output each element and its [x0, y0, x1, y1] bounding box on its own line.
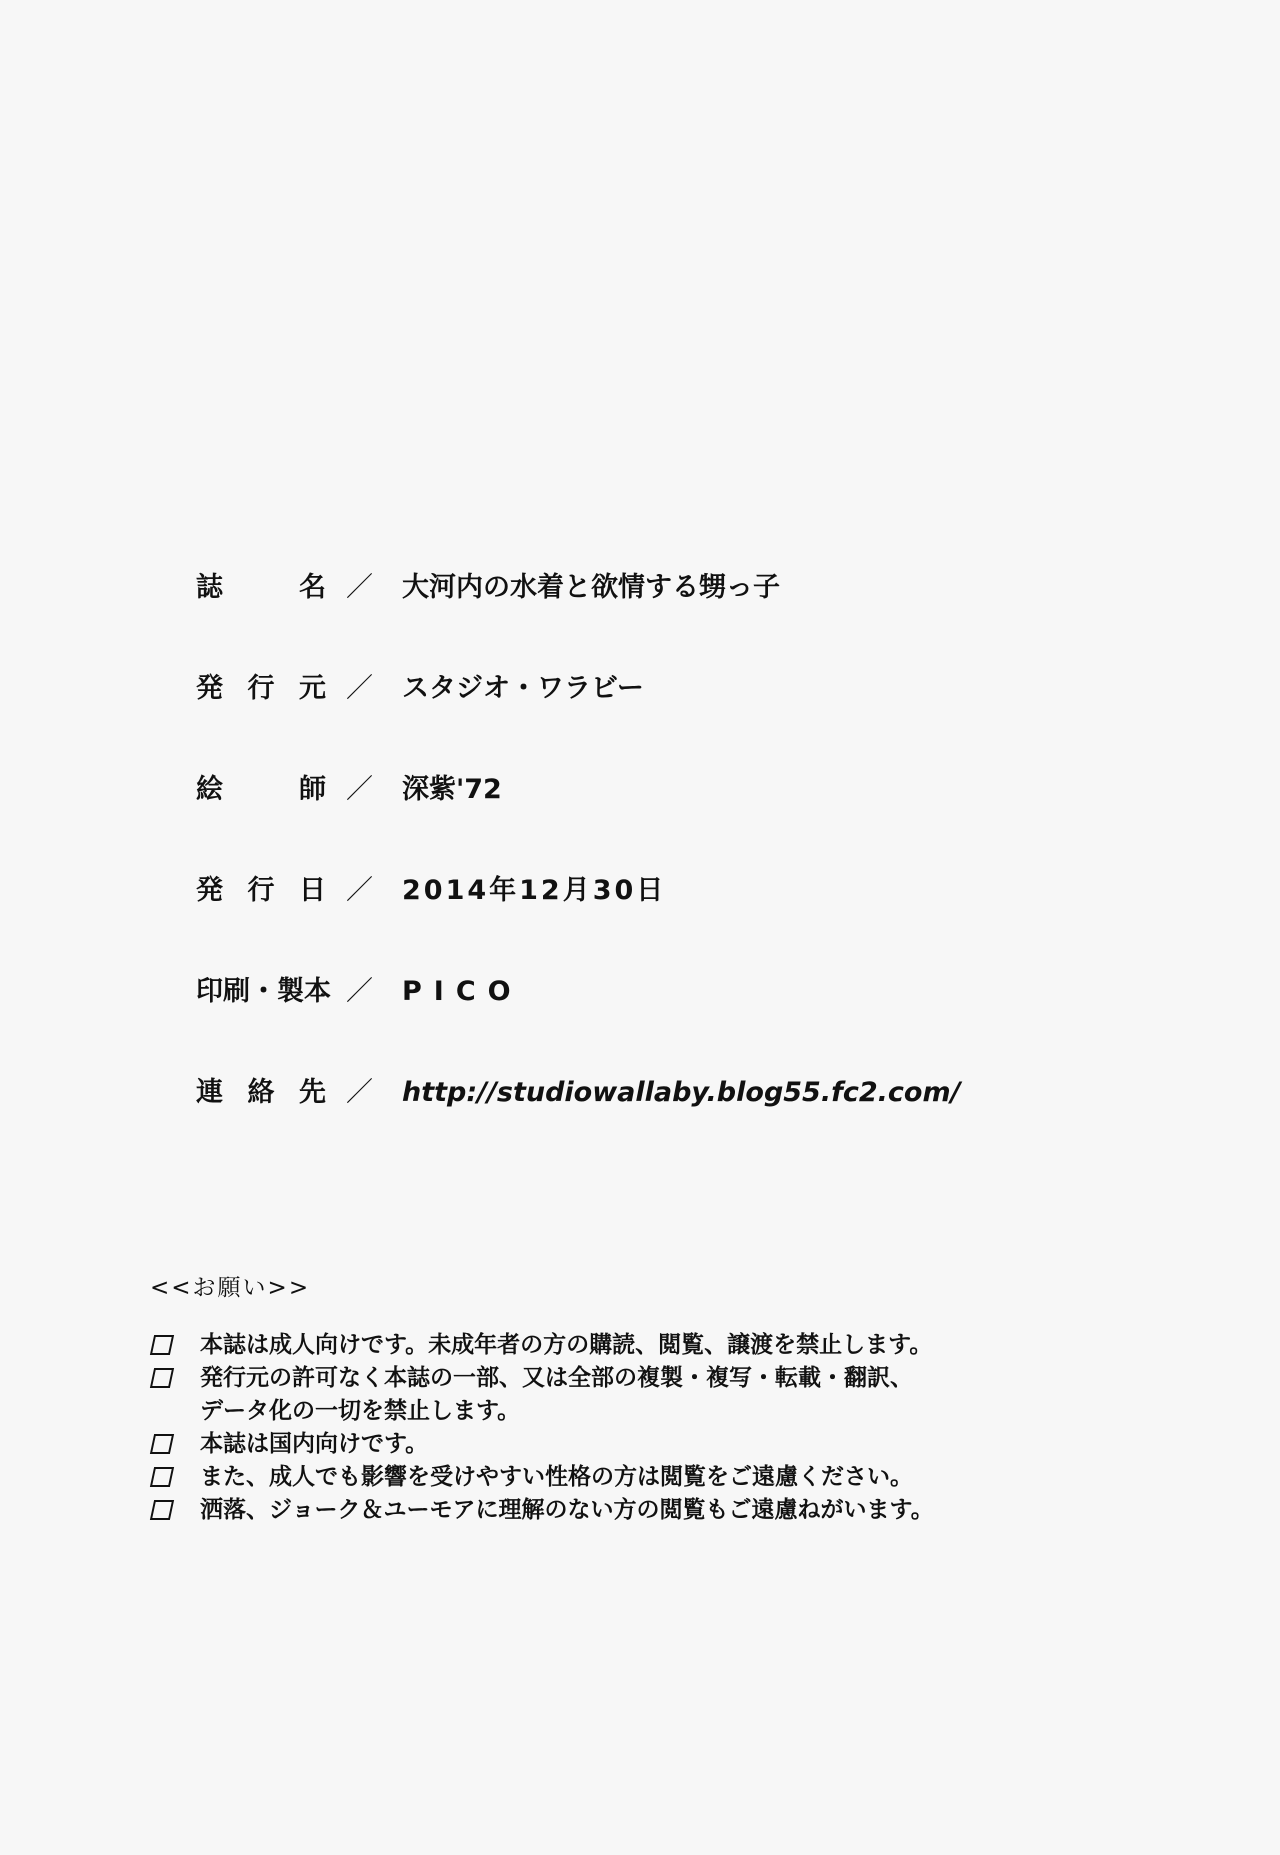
colophon-row-title — [196, 568, 1096, 669]
colophon-value-printer: PICO — [402, 976, 523, 1007]
separator: ／ — [346, 572, 373, 603]
checkbox-icon — [150, 1335, 174, 1355]
colophon-label-artist: 絵 師 — [196, 774, 326, 805]
notice-item: 本誌は国内向けです。 — [150, 1428, 1150, 1461]
notice-item-continuation: データ化の一切を禁止します。 — [200, 1398, 521, 1424]
colophon-label-date: 発 行 日 — [196, 875, 326, 906]
notice-item: 本誌は成人向けです。未成年者の方の購読、閲覧、譲渡を禁止します。 — [150, 1329, 1150, 1362]
colophon-value-contact-url: http://studiowallaby.blog55.fc2.com/ — [402, 1077, 961, 1108]
colophon-value-date: 2014年12月30日 — [402, 875, 667, 906]
checkbox-icon — [150, 1500, 174, 1520]
colophon-row-contact — [196, 1073, 1096, 1174]
notice-item: 洒落、ジョーク＆ユーモアに理解のない方の閲覧もご遠慮ねがいます。 — [150, 1494, 1150, 1527]
notice-item: また、成人でも影響を受けやすい性格の方は閲覧をご遠慮ください。 — [150, 1461, 1150, 1494]
colophon-label-printer: 印刷・製本 — [196, 976, 331, 1007]
colophon-value-publisher: スタジオ・ワラビー — [402, 673, 644, 704]
separator: ／ — [346, 774, 373, 805]
checkbox-icon — [150, 1368, 174, 1388]
colophon-row-artist — [196, 770, 1096, 871]
colophon-label-publisher: 発 行 元 — [196, 673, 326, 704]
separator: ／ — [346, 673, 373, 704]
separator: ／ — [346, 875, 373, 906]
colophon-label-title: 誌 名 — [196, 572, 326, 603]
checkbox-icon — [150, 1434, 174, 1454]
colophon-value-artist: 深紫'72 — [402, 774, 502, 805]
separator: ／ — [346, 976, 373, 1007]
colophon-row-date — [196, 871, 1096, 972]
separator: ／ — [346, 1077, 373, 1108]
notice-item: 発行元の許可なく本誌の一部、又は全部の複製・複写・転載・翻訳、 — [150, 1362, 1150, 1395]
colophon-row-publisher — [196, 669, 1096, 770]
checkbox-icon — [150, 1467, 174, 1487]
notice-block — [150, 1272, 1150, 1527]
colophon-label-contact: 連 絡 先 — [196, 1077, 326, 1108]
colophon-value-title: 大河内の水着と欲情する甥っ子 — [402, 572, 780, 603]
colophon-row-printer — [196, 972, 1096, 1073]
notice-heading: <<お願い>> — [150, 1275, 311, 1301]
colophon-block — [196, 568, 1096, 1174]
